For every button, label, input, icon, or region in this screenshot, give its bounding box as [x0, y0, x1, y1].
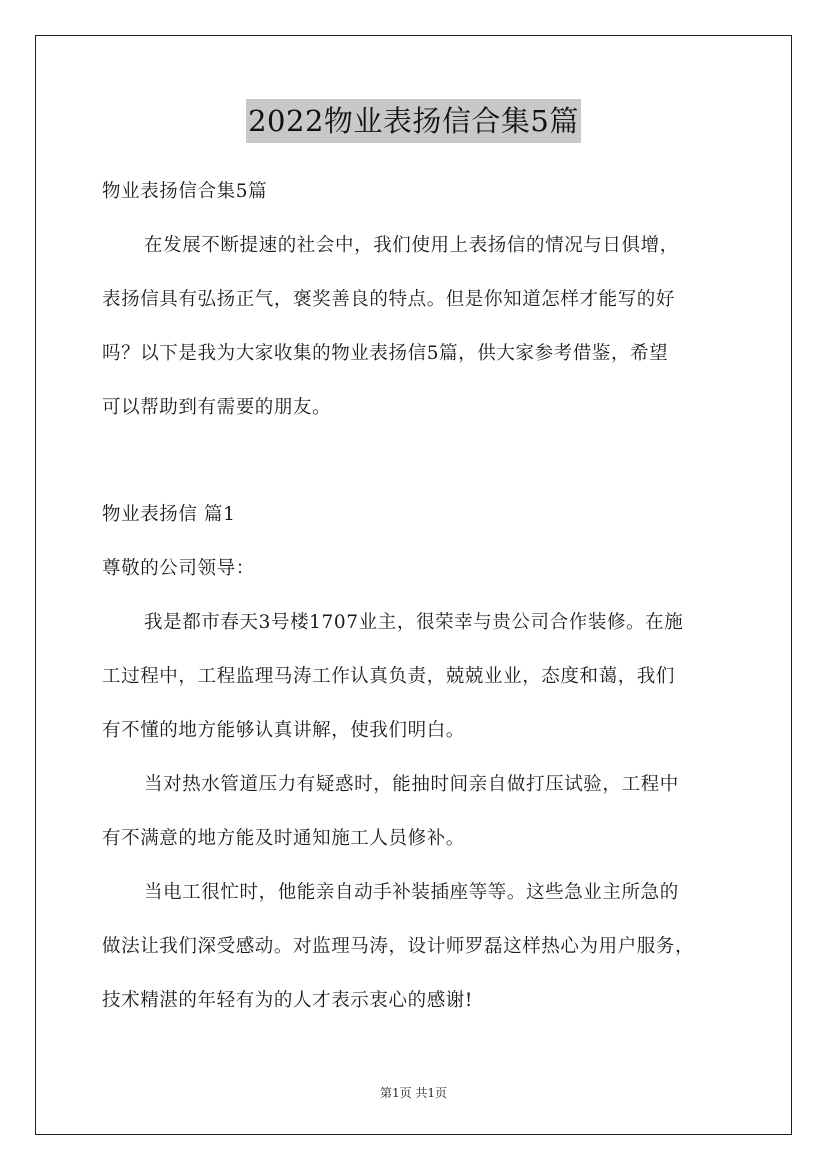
- intro-line: 在发展不断提速的社会中，我们使用上表扬信的情况与日俱增，: [144, 235, 679, 256]
- paragraph-line: 工过程中，工程监理马涛工作认真负责，兢兢业业，态度和蔼，我们: [102, 666, 676, 687]
- intro-line: 表扬信具有弘扬正气，褒奖善良的特点。但是你知道怎样才能写的好: [102, 289, 676, 310]
- document-title: 2022物业表扬信合集5篇: [246, 99, 581, 143]
- paragraph-line: 有不懂的地方能够认真讲解，使我们明白。: [102, 720, 465, 741]
- paragraph-line: 我是都市春天3号楼1707业主，很荣幸与贵公司合作装修。在施: [144, 612, 684, 633]
- subtitle: 物业表扬信合集5篇: [102, 181, 268, 202]
- paragraph-line: 当电工很忙时，他能亲自动手补装插座等等。这些急业主所急的: [144, 882, 679, 903]
- intro-line: 可以帮助到有需要的朋友。: [102, 397, 332, 418]
- paragraph-line: 技术精湛的年轻有为的人才表示衷心的感谢!: [102, 990, 473, 1011]
- page-footer: 第1页 共1页: [379, 1086, 448, 1100]
- paragraph-line: 做法让我们深受感动。对监理马涛，设计师罗磊这样热心为用户服务，: [102, 936, 695, 957]
- intro-line: 吗？以下是我为大家收集的物业表扬信5篇，供大家参考借鉴，希望: [102, 343, 669, 364]
- document-body: [102, 170, 742, 1033]
- paragraph-line: 有不满意的地方能及时通知施工人员修补。: [102, 828, 465, 849]
- section-gap: [102, 440, 742, 493]
- title-container: [0, 99, 827, 143]
- section-heading: 物业表扬信 篇1: [102, 504, 236, 525]
- paragraph-line: 当对热水管道压力有疑惑时，能抽时间亲自做打压试验，工程中: [144, 774, 679, 795]
- salutation: 尊敬的公司领导：: [102, 558, 255, 579]
